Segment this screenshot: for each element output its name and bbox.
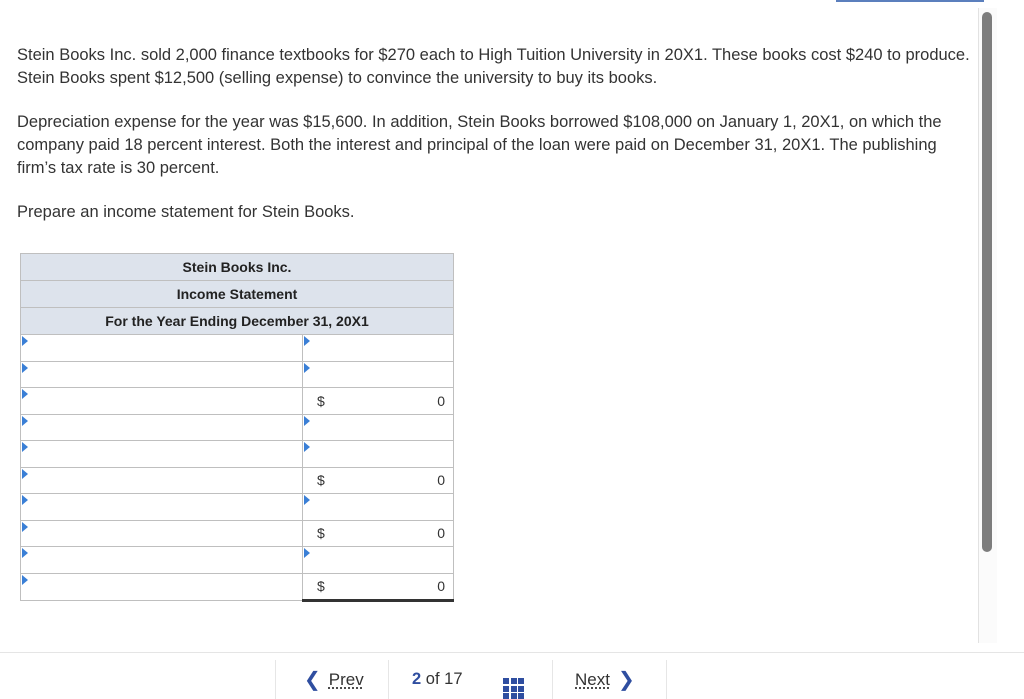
currency-symbol: $ — [317, 578, 325, 595]
statement-company: Stein Books Inc. — [21, 254, 454, 281]
grid-view-icon[interactable] — [503, 678, 524, 699]
scrollbar-thumb[interactable] — [982, 12, 992, 552]
dropdown-marker-icon — [304, 442, 310, 452]
dropdown-marker-icon — [22, 416, 28, 426]
page-current: 2 — [412, 670, 422, 688]
page-indicator — [392, 660, 463, 699]
amount-input[interactable] — [303, 361, 454, 388]
table-row — [21, 494, 454, 521]
chevron-left-icon: ❮ — [304, 669, 321, 691]
dropdown-marker-icon — [22, 522, 28, 532]
table-row — [21, 388, 454, 415]
amount-value: 0 — [437, 392, 445, 409]
table-row — [21, 361, 454, 388]
line-item-dropdown[interactable] — [21, 494, 303, 521]
next-button[interactable] — [575, 660, 643, 699]
line-item-dropdown[interactable] — [21, 388, 303, 415]
income-statement-table — [20, 253, 454, 602]
amount-value: 0 — [437, 525, 445, 542]
dropdown-marker-icon — [304, 495, 310, 505]
problem-paragraph-1: Stein Books Inc. sold 2,000 finance textbooks for $270 each to High Tuition University in 20X1. These books cost $240 to produce. Stein Books spent $12,500 (selling expense) to convince the university to buy its books. — [17, 46, 970, 87]
amount-input[interactable] — [303, 335, 454, 362]
problem-instruction: Prepare an income statement for Stein Books. — [17, 203, 355, 221]
statement-title: Income Statement — [21, 281, 454, 308]
dropdown-marker-icon — [304, 363, 310, 373]
table-row — [21, 335, 454, 362]
table-row — [21, 573, 454, 601]
table-row — [21, 441, 454, 468]
statement-period: For the Year Ending December 31, 20X1 — [21, 308, 454, 335]
nav-separator — [666, 660, 667, 699]
dropdown-marker-icon — [22, 336, 28, 346]
table-row — [21, 414, 454, 441]
dropdown-marker-icon — [22, 363, 28, 373]
line-item-dropdown[interactable] — [21, 441, 303, 468]
prev-label: Prev — [328, 669, 364, 689]
page-total: 17 — [444, 670, 463, 688]
line-item-dropdown[interactable] — [21, 520, 303, 547]
amount-total-cell — [303, 467, 454, 494]
amount-input[interactable] — [303, 547, 454, 574]
currency-symbol: $ — [317, 525, 325, 542]
dropdown-marker-icon — [304, 336, 310, 346]
dropdown-marker-icon — [22, 469, 28, 479]
chevron-right-icon: ❯ — [617, 669, 635, 691]
top-accent-bar — [836, 0, 984, 2]
dropdown-marker-icon — [304, 548, 310, 558]
line-item-dropdown[interactable] — [21, 573, 303, 601]
line-item-dropdown[interactable] — [21, 414, 303, 441]
prev-button[interactable] — [296, 660, 364, 699]
nav-separator — [388, 660, 389, 699]
amount-total-cell — [303, 573, 454, 601]
table-row — [21, 467, 454, 494]
problem-paragraph-2: Depreciation expense for the year was $15,600. In addition, Stein Books borrowed $108,000 on January 1, 20X1, on which the company paid 18 percent interest. Both the interest and principal of the loan were paid on December 31, 20X1. The publishing firm’s tax rate is 30 percent. — [17, 113, 942, 177]
dropdown-marker-icon — [22, 442, 28, 452]
dropdown-marker-icon — [22, 389, 28, 399]
currency-symbol: $ — [317, 392, 325, 409]
dropdown-marker-icon — [22, 575, 28, 585]
table-row — [21, 520, 454, 547]
table-row — [21, 547, 454, 574]
dropdown-marker-icon — [22, 548, 28, 558]
line-item-dropdown[interactable] — [21, 361, 303, 388]
nav-separator — [552, 660, 553, 699]
amount-input[interactable] — [303, 494, 454, 521]
line-item-dropdown[interactable] — [21, 467, 303, 494]
amount-input[interactable] — [303, 414, 454, 441]
next-label: Next — [575, 669, 610, 689]
nav-separator — [275, 660, 276, 699]
problem-text — [17, 44, 972, 245]
amount-value: 0 — [437, 472, 445, 489]
footer-divider — [0, 652, 1024, 653]
amount-value: 0 — [437, 578, 445, 595]
line-item-dropdown[interactable] — [21, 547, 303, 574]
currency-symbol: $ — [317, 472, 325, 489]
dropdown-marker-icon — [22, 495, 28, 505]
dropdown-marker-icon — [304, 416, 310, 426]
amount-total-cell — [303, 388, 454, 415]
amount-input[interactable] — [303, 441, 454, 468]
page-of: of — [425, 670, 440, 688]
amount-total-cell — [303, 520, 454, 547]
line-item-dropdown[interactable] — [21, 335, 303, 362]
